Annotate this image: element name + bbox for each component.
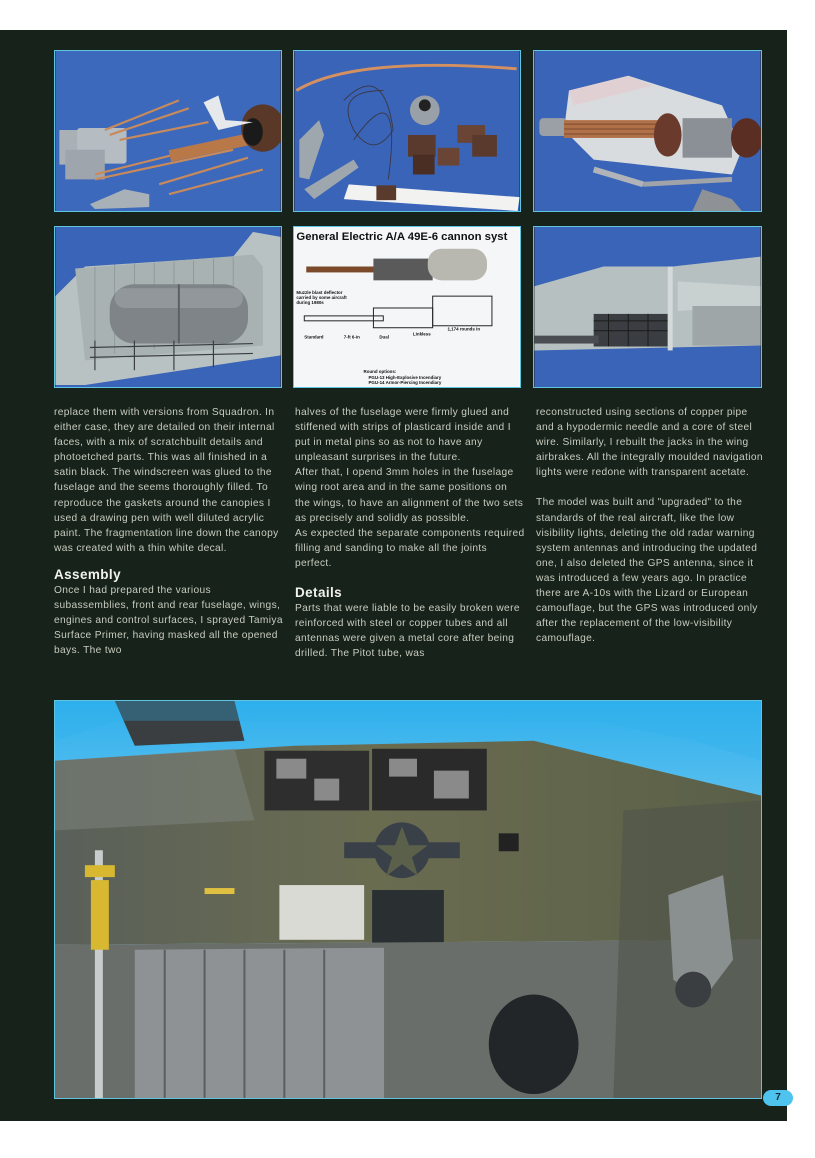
gun-barrels-image bbox=[55, 51, 281, 211]
body-paragraph: reconstructed using sections of copper pipe and a hypodermic needle and a core of steel wire. Similarly, I rebuilt the jacks in the wing airbrakes. All the integrally moulded navigation lights were redone with transparent acetate. bbox=[536, 407, 763, 479]
svg-text:PGU-13 High-Explosive Incendia: PGU-13 High-Explosive Incendiary bbox=[368, 375, 442, 381]
body-paragraph: The model was built and "upgraded" to the standards of the real aircraft, like the low visibility lights, deleting the old radar warning system antennas and introducing the updated one, I also deleted the GPS antenna, since it was introduced a few years ago. In practice there are A-10s with the Lizard or European camouflage, but the GPS was introduced only after the replacement of the low-visibility camouflage. bbox=[536, 497, 758, 645]
section-heading-assembly: Assembly bbox=[54, 566, 121, 582]
svg-text:Muzzle blast deflector: Muzzle blast deflector bbox=[296, 290, 343, 296]
svg-text:carried by some aircraft: carried by some aircraft bbox=[296, 295, 347, 301]
svg-text:7-ft 6-in: 7-ft 6-in bbox=[343, 334, 360, 340]
copper-parts-image bbox=[294, 51, 520, 211]
body-paragraph: Once I had prepared the various subassemblies, front and rear fuselage, wings, engines and control surfaces, I sprayed Tamiya Surface Primer, having masked all the opened bays. The two bbox=[54, 584, 283, 657]
photo-cannon-in-fuselage bbox=[533, 226, 762, 388]
body-paragraph: replace them with versions from Squadron. In either case, they are detailed on their internal faces, with a mix of scratchbuilt details and photoetched parts. This was all finished in a satin black. The windscreen was glued to the fuselage and the seems thoroughly filled. To reproduce the gaskets around the canopies I used a drawing pen with well diluted acrylic paint. The fragmentation line down the canopy was created with a thin white decal. bbox=[54, 407, 279, 554]
svg-text:PGU-14 Armor-Piercing Incendia: PGU-14 Armor-Piercing Incendiary bbox=[368, 380, 442, 386]
svg-text:General Electric A/A 49E-6 can: General Electric A/A 49E-6 cannon syst bbox=[296, 230, 508, 243]
text-column-2 bbox=[295, 405, 525, 661]
section-heading-details: Details bbox=[295, 585, 343, 601]
photo-copper-wire-parts bbox=[293, 50, 521, 212]
ge-cannon-diagram-image bbox=[294, 227, 520, 387]
photo-ammo-drum-bay bbox=[54, 226, 282, 388]
svg-text:during 1980s: during 1980s bbox=[296, 300, 324, 306]
body-paragraph: Parts that were liable to be easily broken were reinforced with steel or copper tubes and all antennas were given a metal core after being drilled. The Pitot tube, was bbox=[295, 603, 520, 660]
photo-gun-barrels bbox=[54, 50, 282, 212]
svg-text:1,174 rounds in: 1,174 rounds in bbox=[447, 326, 481, 332]
photo-a10-fuselage bbox=[54, 700, 762, 1099]
photo-cannon-on-jig bbox=[533, 50, 762, 212]
cannon-jig-image bbox=[534, 51, 761, 211]
body-paragraph: halves of the fuselage were firmly glued and stiffened with strips of plasticard inside and I put in metal pins so as not to have any unpleasant surprises in the future. bbox=[295, 407, 511, 464]
svg-text:Linkless: Linkless bbox=[412, 331, 431, 337]
svg-text:Dual: Dual bbox=[379, 334, 389, 340]
cannon-fuselage-image bbox=[534, 227, 761, 387]
svg-text:Standard: Standard bbox=[304, 334, 324, 340]
photo-cannon-diagram bbox=[293, 226, 521, 388]
text-column-3 bbox=[536, 405, 766, 646]
body-paragraph: As expected the separate components required filling and sanding to make all the joints perfect. bbox=[295, 527, 525, 569]
ammo-drum-image bbox=[55, 227, 281, 387]
page-number-badge: 7 bbox=[763, 1090, 793, 1106]
text-column-1 bbox=[54, 405, 284, 658]
svg-text:Round options:: Round options: bbox=[363, 369, 397, 375]
body-paragraph: After that, I opend 3mm holes in the fuselage wing root area and in the same positions on the wings, to have an alignment of the two sets as precisely and solidly as possible. bbox=[295, 467, 524, 524]
a10-fuselage-image bbox=[55, 701, 761, 1098]
